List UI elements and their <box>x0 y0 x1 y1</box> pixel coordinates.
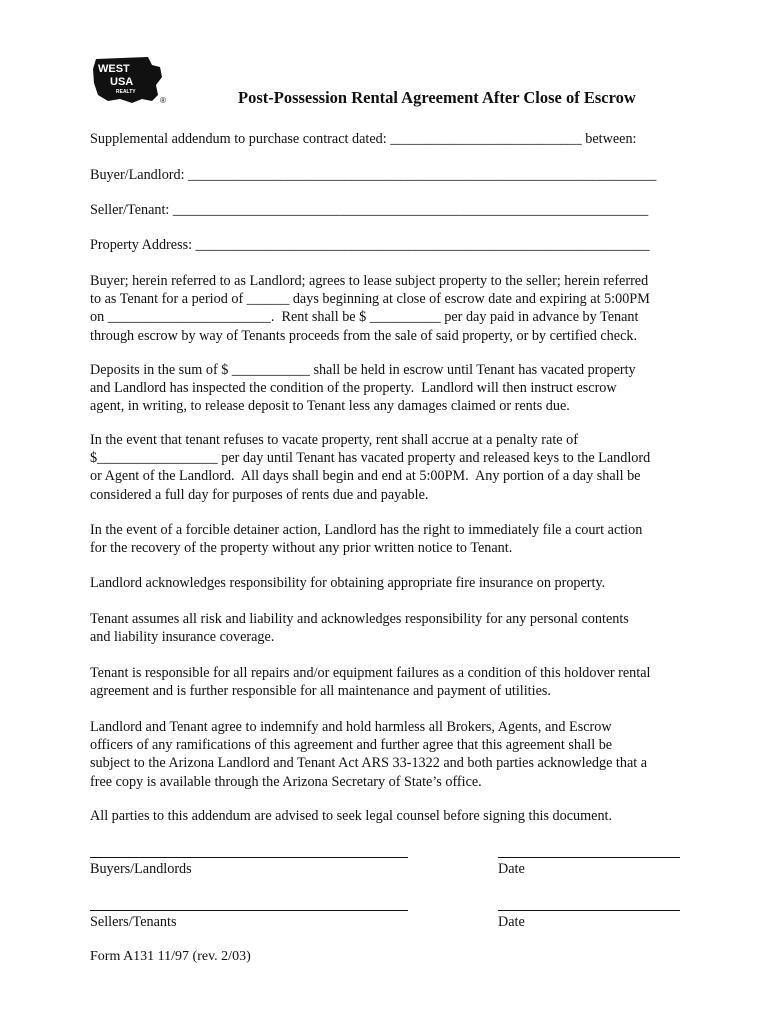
paragraph-8 <box>90 807 690 825</box>
paragraph-line: All parties to this addendum are advised to seek legal counsel before signing this document. <box>90 808 613 824</box>
paragraph-line: free copy is available through the Arizona Secretary of State’s office. <box>90 773 482 790</box>
header-field-3 <box>90 236 690 254</box>
paragraph-line: Deposits in the sum of $ ___________ shall be held in escrow until Tenant has vacated property <box>90 362 636 378</box>
paragraph-line: considered a full day for purposes of rents due and payable. <box>90 486 429 503</box>
logo-line-2: USA <box>110 76 134 88</box>
logo-line-1: WEST <box>98 63 130 75</box>
field-text: Buyer/Landlord: __________________________________________________________________ <box>90 167 657 183</box>
paragraph-line: to as Tenant for a period of ______ days beginning at close of escrow date and expiring at 5:00PM <box>90 291 650 308</box>
paragraph-line: and Landlord has inspected the condition of the property. Landlord will then instruct escrow <box>90 380 617 397</box>
sellers-signature-label: Sellers/Tenants <box>90 914 177 930</box>
header-field-1 <box>90 166 690 184</box>
paragraph-7 <box>90 718 690 791</box>
paragraph-line: subject to the Arizona Landlord and Tenant Act ARS 33-1322 and both parties acknowledge that a <box>90 755 648 772</box>
sellers-date-label: Date <box>498 914 525 930</box>
paragraph-line: Tenant assumes all risk and liability and acknowledges responsibility for any personal contents <box>90 611 629 627</box>
paragraph-line: on _______________________. Rent shall be $ __________ per day paid in advance by Tenant <box>90 309 639 326</box>
west-usa-realty-logo <box>90 55 164 107</box>
paragraph-line: agent, in writing, to release deposit to Tenant less any damages claimed or rents due. <box>90 398 570 415</box>
paragraph-6 <box>90 664 690 700</box>
paragraph-line: officers of any ramifications of this agreement and further agree that this agreement shall be <box>90 737 613 754</box>
field-text: Property Address: ________________________________________________________________ <box>90 237 650 253</box>
field-text: Seller/Tenant: ___________________________________________________________________ <box>90 202 649 218</box>
paragraph-line: for the recovery of the property without any prior written notice to Tenant. <box>90 540 513 557</box>
paragraph-2 <box>90 431 690 504</box>
paragraph-3 <box>90 521 690 557</box>
paragraph-line: In the event that tenant refuses to vacate property, rent shall accrue at a penalty rate of <box>90 432 578 448</box>
buyers-date-label: Date <box>498 861 525 877</box>
registered-mark: ® <box>160 96 166 105</box>
field-text: Supplemental addendum to purchase contract dated: ___________________________ between: <box>90 131 637 147</box>
form-number: Form A131 11/97 (rev. 2/03) <box>90 949 251 964</box>
buyers-signature-label: Buyers/Landlords <box>90 861 192 877</box>
header-field-0 <box>90 130 690 148</box>
paragraph-line: $_________________ per day until Tenant has vacated property and released keys to the Landlord <box>90 450 651 467</box>
sellers-signature-line <box>90 910 408 911</box>
header-field-2 <box>90 201 690 219</box>
paragraph-line: Tenant is responsible for all repairs and/or equipment failures as a condition of this holdover rental <box>90 665 651 681</box>
paragraph-line: Landlord acknowledges responsibility for obtaining appropriate fire insurance on property. <box>90 575 606 591</box>
paragraph-1 <box>90 361 690 416</box>
buyers-date-line <box>498 857 680 858</box>
logo-line-3: REALTY <box>116 89 136 95</box>
paragraph-line: agreement and is further responsible for all maintenance and payment of utilities. <box>90 683 551 700</box>
buyers-signature-line <box>90 857 408 858</box>
paragraph-line: or Agent of the Landlord. All days shall begin and end at 5:00PM. Any portion of a day shall be <box>90 468 641 485</box>
document-title: Post-Possession Rental Agreement After Close of Escrow <box>238 88 636 107</box>
sellers-date-line <box>498 910 680 911</box>
paragraph-line: Landlord and Tenant agree to indemnify and hold harmless all Brokers, Agents, and Escrow <box>90 719 612 735</box>
paragraph-5 <box>90 610 690 646</box>
paragraph-line: In the event of a forcible detainer action, Landlord has the right to immediately file a court action <box>90 522 643 538</box>
paragraph-4 <box>90 574 690 592</box>
paragraph-0 <box>90 272 690 345</box>
paragraph-line: and liability insurance coverage. <box>90 629 275 646</box>
paragraph-line: Buyer; herein referred to as Landlord; agrees to lease subject property to the seller; herein referred <box>90 273 649 289</box>
paragraph-line: through escrow by way of Tenants proceeds from the sale of said property, or by certified check. <box>90 327 638 344</box>
usa-map-logo-icon <box>90 55 164 107</box>
